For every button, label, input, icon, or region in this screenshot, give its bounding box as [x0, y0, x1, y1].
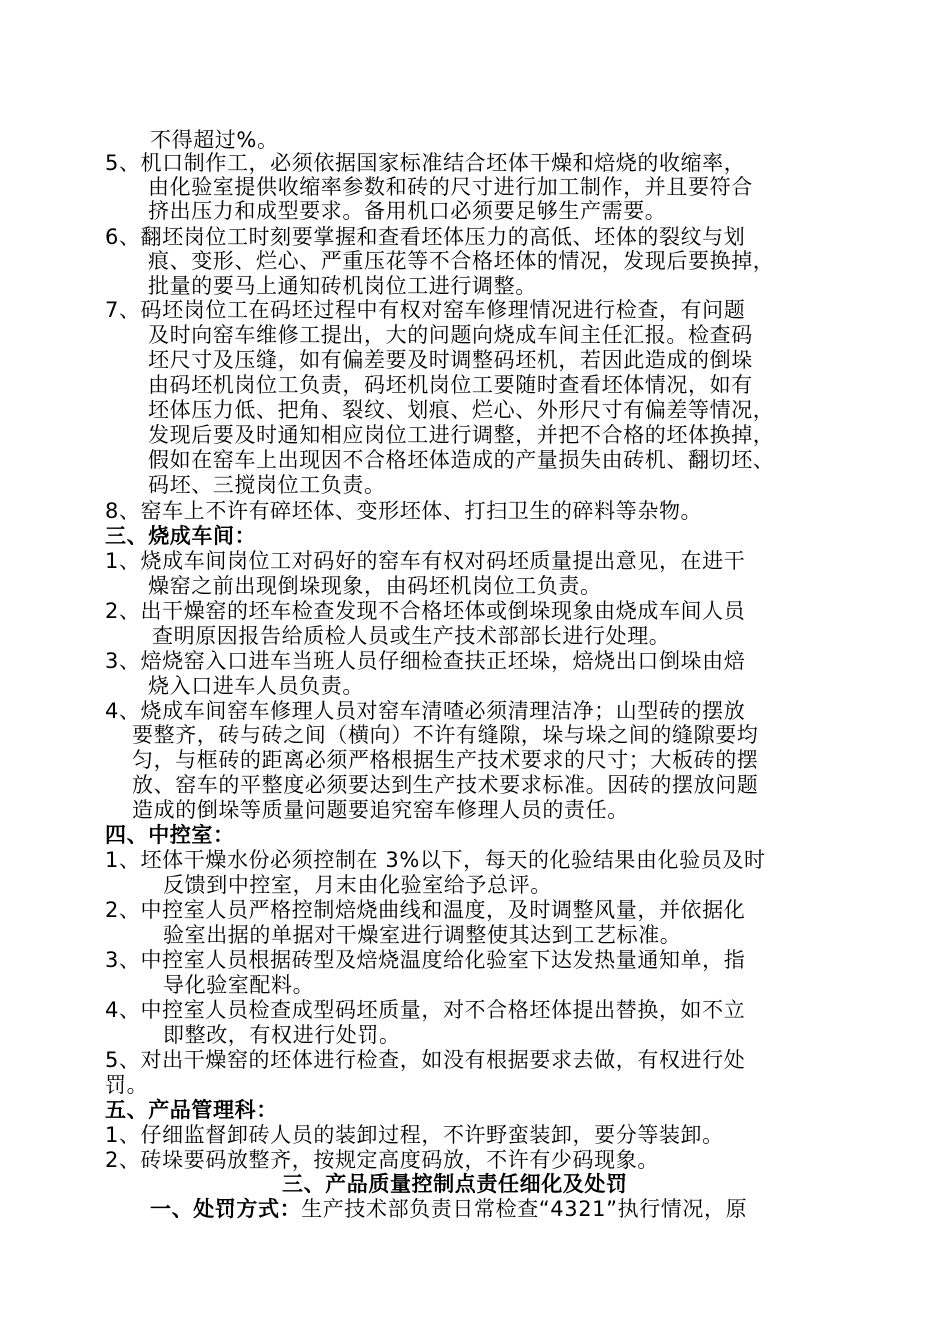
- text-line: 痕、变形、烂心、严重压花等不合格坯体的情况，发现后要换掉，: [148, 249, 775, 273]
- list-item: 4、烧成车间窑车修理人员对窑车清喳必须清理洁净；山型砖的摆放: [105, 699, 746, 723]
- text-line: 不得超过%。: [150, 128, 279, 152]
- text-line: 导化验室配料。: [163, 973, 315, 997]
- text-line: 罚。: [105, 1073, 149, 1097]
- text-line: 匀，与框砖的距离必须严格根据生产技术要求的尺寸；大板砖的摆: [132, 748, 759, 772]
- text-line: 放、窑车的平整度必须要达到生产技术要求标准。因砖的摆放问题: [132, 773, 759, 797]
- section-heading: 四、中控室：: [105, 823, 235, 847]
- text-line: 由化验室提供收缩率参数和砖的尺寸进行加工制作，并且要符合: [148, 175, 753, 199]
- list-item: 3、中控室人员根据砖型及焙烧温度给化验室下达发热量通知单，指: [105, 948, 746, 972]
- list-item: 2、砖垛要码放整齐，按规定高度码放，不许有少码现象。: [105, 1148, 659, 1172]
- text-line: 由码坯机岗位工负责，码坯机岗位工要随时查看坯体情况，如有: [148, 373, 753, 397]
- text-line: 燥窑之前出现倒垛现象，由码坯机岗位工负责。: [148, 574, 602, 598]
- text-line: 要整齐，砖与砖之间（横向）不许有缝隙，垛与垛之间的缝隙要均: [132, 723, 759, 747]
- penalty-method-text: 生产技术部负责日常检查“4321”执行情况，原: [301, 1197, 748, 1221]
- section-heading: 三、烧成车间：: [105, 524, 257, 548]
- text-line: 挤出压力和成型要求。备用机口必须要足够生产需要。: [148, 199, 667, 223]
- section-heading: 五、产品管理科：: [105, 1098, 278, 1122]
- text-line: 假如在窑车上出现因不合格坯体造成的产量损失由砖机、翻切坯、: [148, 448, 775, 472]
- text-line: 码坯、三搅岗位工负责。: [148, 473, 386, 497]
- list-item: 7、码坯岗位工在码坯过程中有权对窑车修理情况进行检查，有问题: [105, 298, 746, 322]
- list-item: 6、翻坯岗位工时刻要掌握和查看坯体压力的高低、坯体的裂纹与划: [105, 225, 746, 249]
- text-line: 坯体压力低、把角、裂纹、划痕、烂心、外形尺寸有偏差等情况，: [148, 398, 775, 422]
- text-line: 查明原因报告给质检人员或生产技术部部长进行处理。: [152, 624, 671, 648]
- list-item: 5、对出干燥窑的坯体进行检查，如没有根据要求去做，有权进行处: [105, 1048, 746, 1072]
- list-item: 4、中控室人员检查成型码坯质量，对不合格坯体提出替换，如不立: [105, 998, 746, 1022]
- list-item: 5、机口制作工，必须依据国家标准结合坯体干燥和焙烧的收缩率，: [105, 151, 746, 175]
- list-item: 2、出干燥窑的坯车检查发现不合格坯体或倒垛现象由烧成车间人员: [105, 599, 746, 623]
- list-item: 1、仔细监督卸砖人员的装卸过程，不许野蛮装卸，要分等装卸。: [105, 1123, 724, 1147]
- list-item: 1、烧成车间岗位工对码好的窑车有权对码坯质量提出意见，在进干: [105, 549, 746, 573]
- text-line: 造成的倒垛等质量问题要追究窑车修理人员的责任。: [132, 798, 629, 822]
- text-line: [150, 1196, 747, 1223]
- text-line: 发现后要及时通知相应岗位工进行调整，并把不合格的坯体换掉，: [148, 423, 775, 447]
- text-line: 验室出据的单据对干燥室进行调整使其达到工艺标准。: [163, 923, 682, 947]
- list-item: 1、坯体干燥水份必须控制在 3%以下，每天的化验结果由化验员及时: [105, 848, 766, 872]
- text-line: 批量的要马上通知砖机岗位工进行调整。: [148, 274, 537, 298]
- list-item: 8、窑车上不许有碎坯体、变形坯体、打扫卫生的碎料等杂物。: [105, 499, 703, 523]
- text-line: 即整改，有权进行处罚。: [163, 1023, 401, 1047]
- text-line: 及时向窑车维修工提出，大的问题向烧成车间主任汇报。检查码: [148, 323, 753, 347]
- text-line: 反馈到中控室，月末由化验室给予总评。: [163, 873, 552, 897]
- list-item: 2、中控室人员严格控制焙烧曲线和温度，及时调整风量，并依据化: [105, 898, 746, 922]
- chapter-heading: 三、产品质量控制点责任细化及处罚: [282, 1172, 628, 1196]
- text-line: 烧入口进车人员负责。: [148, 674, 364, 698]
- list-item: 3、焙烧窑入口进车当班人员仔细检查扶正坯垛，焙烧出口倒垛由焙: [105, 649, 746, 673]
- penalty-method-label: 一、处罚方式：: [150, 1197, 302, 1221]
- text-line: 坯尺寸及压缝，如有偏差要及时调整码坯机，若因此造成的倒垛: [148, 348, 753, 372]
